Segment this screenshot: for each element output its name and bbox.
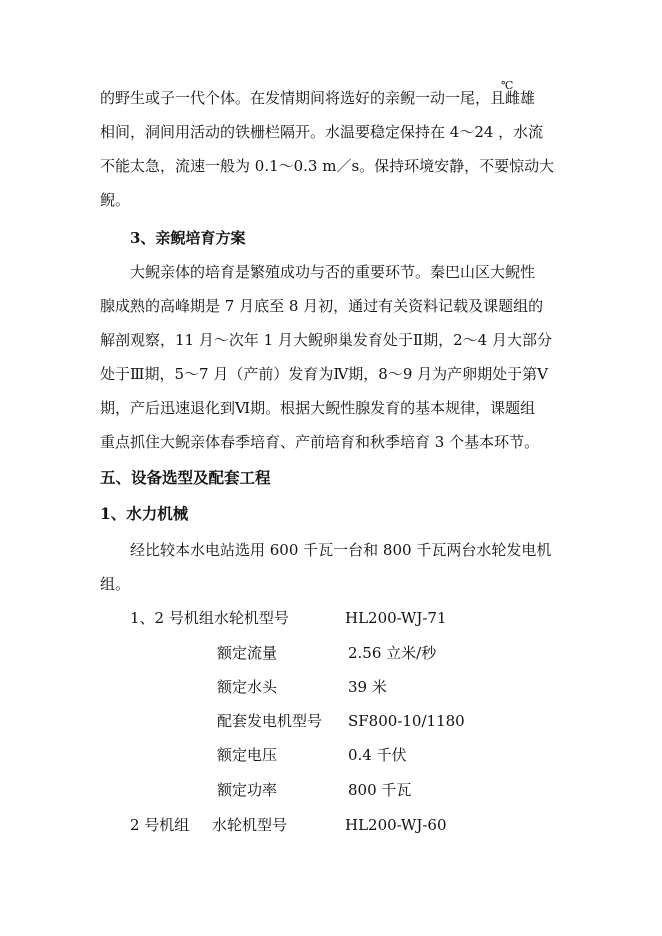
paragraph-3-line-2: 组。 <box>100 575 131 593</box>
section-3-heading: 3、亲鲵培育方案 <box>130 229 246 247</box>
rated-voltage-label: 额定电压 <box>217 746 278 764</box>
section-1-heading: 1、水力机械 <box>100 504 189 523</box>
rated-power-value: 800 千瓦 <box>348 781 412 799</box>
rated-power-label: 额定功率 <box>217 781 278 799</box>
paragraph-2-line-1: 大鲵亲体的培育是繁殖成功与否的重要环节。秦巴山区大鲵性 <box>130 263 536 281</box>
paragraph-2-line-4: 处于Ⅲ期，5～7 月（产前）发育为Ⅳ期，8～9 月为产卵期处于第Ⅴ <box>100 365 548 383</box>
unit-1-2-model-label: 1、2 号机组水轮机型号 <box>130 609 289 627</box>
generator-model-value: SF800-10/1180 <box>348 712 465 730</box>
paragraph-2-line-5: 期，产后迅速退化到Ⅵ期。根据大鲵性腺发育的基本规律，课题组 <box>100 399 536 417</box>
paragraph-2-line-2: 腺成熟的高峰期是 7 月底至 8 月初，通过有关资料记载及课题组的 <box>100 297 544 315</box>
rated-head-value: 39 米 <box>348 678 387 696</box>
degree-symbol: ℃ <box>501 79 514 92</box>
unit-2-label: 2 号机组 <box>130 816 190 834</box>
rated-voltage-value: 0.4 千伏 <box>348 746 407 764</box>
unit-1-2-model-value: HL200-WJ-71 <box>345 609 447 627</box>
unit-2-model-label: 水轮机型号 <box>212 816 288 834</box>
rated-flow-value: 2.56 立米/秒 <box>348 644 437 662</box>
rated-flow-label: 额定流量 <box>217 644 278 662</box>
section-5-heading: 五、设备选型及配套工程 <box>100 468 271 487</box>
paragraph-1-line-2: 相间，洞间用活动的铁栅栏隔开。水温要稳定保持在 4～24 ，水流 <box>100 123 544 141</box>
paragraph-2-line-6: 重点抓住大鲵亲体春季培育、产前培育和秋季培育 3 个基本环节。 <box>100 433 540 451</box>
paragraph-2-line-3: 解剖观察，11 月～次年 1 月大鲵卵巢发育处于Ⅱ期，2～4 月大部分 <box>100 331 552 349</box>
paragraph-3-line-1: 经比较本水电站选用 600 千瓦一台和 800 千瓦两台水轮发电机 <box>130 541 552 559</box>
generator-model-label: 配套发电机型号 <box>217 712 323 730</box>
paragraph-1-line-3: 不能太急，流速一般为 0.1～0.3 m／s。保持环境安静，不要惊动大 <box>100 157 555 175</box>
paragraph-1-line-1: 的野生或子一代个体。在发情期间将选好的亲鲵一动一尾，且雌雄 <box>100 89 536 107</box>
rated-head-label: 额定水头 <box>217 678 278 696</box>
paragraph-1-line-4: 鲵。 <box>100 191 131 209</box>
unit-2-model-value: HL200-WJ-60 <box>345 816 447 834</box>
